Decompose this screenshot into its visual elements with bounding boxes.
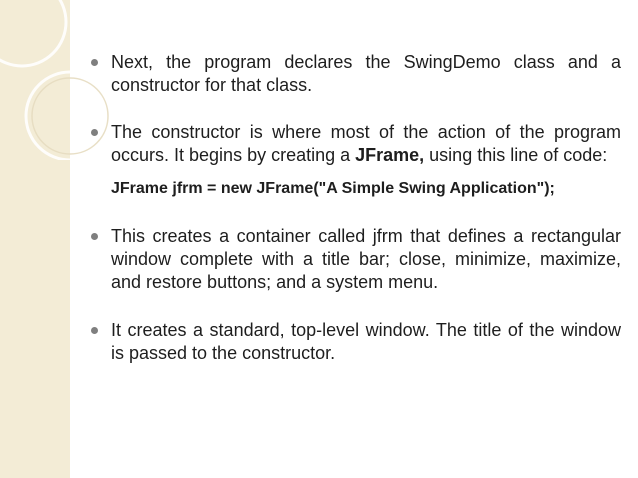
bullet-dot-icon: [91, 233, 98, 240]
code-line: JFrame jfrm = new JFrame("A Simple Swing Application");: [111, 180, 555, 197]
bullet-item: [91, 319, 621, 365]
slide-content: [91, 51, 621, 365]
bullet-text: It creates a standard, top-level window. The title of the window is passed to the constructor.: [111, 320, 621, 363]
bullet-text: This creates a container called jfrm that defines a rectangular window complete with a title bar; close, minimize, maximize, and restore buttons; and a system menu.: [111, 226, 621, 292]
bullet-bold-term: JFrame,: [355, 145, 425, 165]
bullet-dot-icon: [91, 327, 98, 334]
bullet-item: [91, 225, 621, 294]
bullet-text: Next, the program declares the SwingDemo class and a constructor for that class.: [111, 52, 621, 95]
bullet-text: The constructor is where most of the action of the program occurs. It begins by creating a: [111, 122, 621, 165]
bullet-dot-icon: [91, 59, 98, 66]
bullet-item: [91, 51, 621, 97]
bullet-item: [91, 121, 621, 167]
bullet-dot-icon: [91, 129, 98, 136]
bullet-text: using this line of code:: [424, 145, 608, 165]
